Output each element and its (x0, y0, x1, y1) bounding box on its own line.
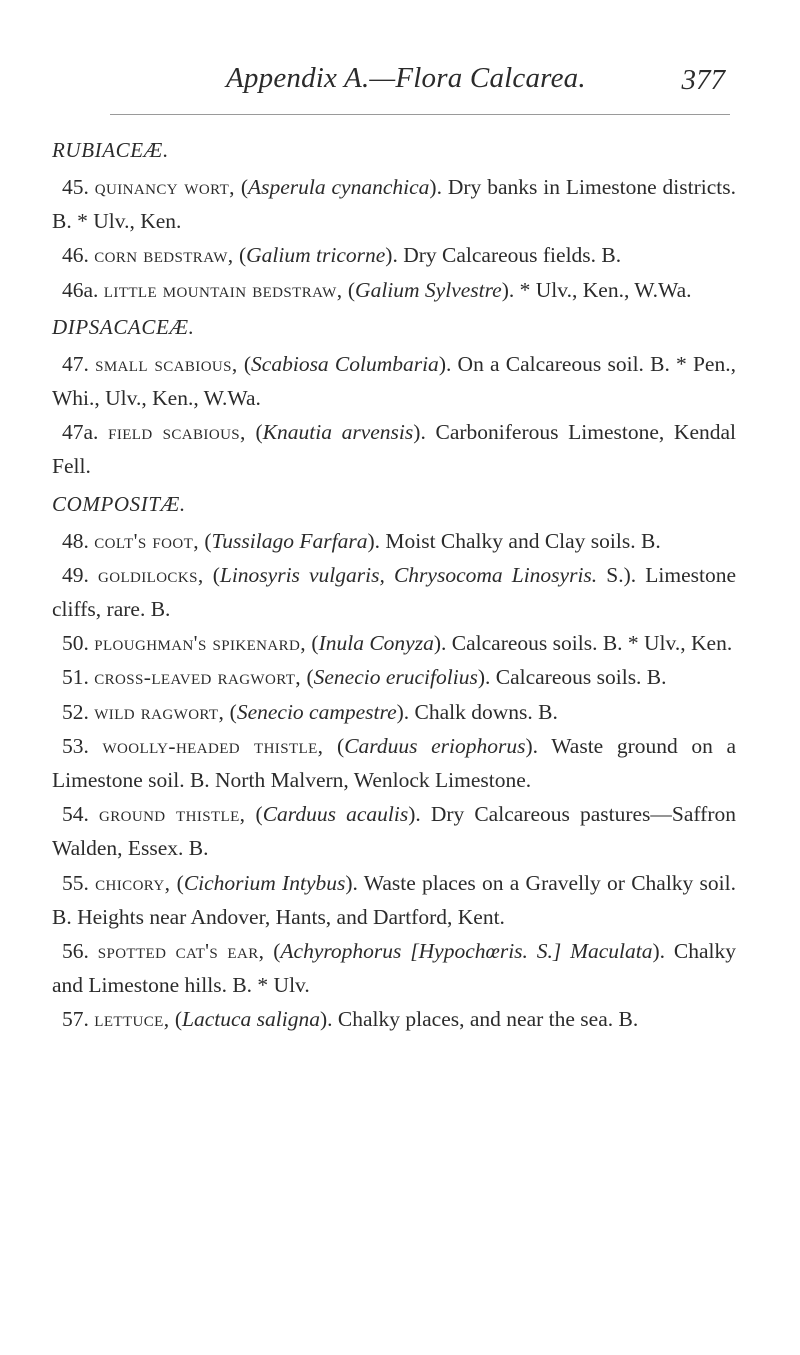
plant-entry (52, 660, 736, 694)
plant-entry (52, 729, 736, 797)
common-name: corn bedstraw, (94, 243, 234, 268)
common-name: spotted cat's ear, (97, 939, 265, 964)
plant-entry (52, 273, 736, 307)
entry-note: ). Chalky and Limestone hills. B. * Ulv. (52, 939, 736, 998)
plant-entry (52, 524, 736, 558)
entry-number: 53. (62, 733, 89, 758)
entry-text-pre: ( (233, 243, 247, 268)
latin-name: Carduus acaulis (262, 802, 409, 827)
entry-text-pre: ( (237, 351, 252, 376)
common-name: colt's foot, (94, 528, 199, 553)
latin-name: Scabiosa Columbaria (251, 351, 439, 376)
entry-text-pre: ( (198, 528, 212, 553)
section-compositae (52, 484, 736, 1037)
entry-number: 56. (62, 939, 89, 964)
entry-number: 51. (62, 665, 89, 690)
latin-name: Carduus eriophorus (344, 733, 526, 758)
latin-name: Inula Conyza (318, 631, 434, 656)
section-dipsacaceae (52, 307, 736, 484)
entry-note: ). Calcareous soils. B. * Ulv., Ken. (433, 631, 733, 656)
page-body (52, 130, 736, 1037)
entry-note: ). Waste places on a Gravelly or Chalky soil. B. Heights near Andover, Hants, and Dartford, Kent. (52, 870, 736, 929)
common-name: woolly-headed thistle, (102, 733, 324, 758)
plant-entry (52, 238, 736, 272)
entry-note: S.). Limestone cliffs, rare. B. (52, 562, 736, 622)
plant-entry (52, 626, 736, 660)
latin-name: Galium Sylvestre (355, 277, 502, 302)
entry-text-pre: ( (306, 631, 319, 656)
entry-text-pre: ( (301, 665, 314, 690)
latin-name: Linosyris vulgaris, Chrysocoma Linosyris. (219, 562, 598, 587)
entry-note: ). Carboniferous Limestone, Kendal Fell. (52, 420, 737, 479)
plant-entry (52, 1002, 736, 1036)
entry-text-pre: ( (170, 870, 184, 895)
entry-note: ). Dry Calcareous fields. B. (385, 243, 622, 268)
entry-text-pre: ( (245, 802, 263, 827)
entry-number: 45. (62, 175, 89, 199)
entry-text-pre: ( (224, 699, 237, 724)
section-rubiaceae (52, 130, 736, 307)
entry-note: ). Calcareous soils. B. (477, 665, 667, 690)
entry-text-pre: ( (169, 1007, 183, 1032)
entry-number: 52. (62, 699, 89, 724)
entry-text-pre: ( (264, 939, 281, 964)
entry-number: 49. (62, 562, 89, 587)
plant-entry (52, 866, 736, 934)
entry-number: 50. (62, 631, 89, 656)
plant-entry (52, 695, 736, 729)
common-name: small scabious, (95, 351, 238, 376)
common-name: field scabious, (108, 420, 246, 445)
entry-note: ). Moist Chalky and Clay soils. B. (367, 528, 661, 553)
common-name: wild ragwort, (94, 699, 225, 724)
entry-note: ). Dry banks in Limestone districts. B. * Ulv., Ken. (52, 175, 736, 234)
entry-note: ). Waste ground on a Limestone soil. B. North Malvern, Wenlock Limestone. (52, 733, 736, 793)
plant-entry (52, 347, 736, 415)
entry-note: ). Dry Calcareous pastures—Saffron Walden, Essex. B. (52, 802, 736, 861)
entry-number: 48. (62, 528, 89, 553)
entry-number: 57. (62, 1007, 89, 1032)
entry-note: ). * Ulv., Ken., W.Wa. (501, 277, 692, 302)
entry-number: 55. (62, 870, 89, 895)
section-title: COMPOSITÆ. (52, 491, 186, 516)
latin-name: Knautia arvensis (262, 420, 414, 445)
entry-number: 47a. (62, 420, 99, 445)
entry-text-pre: ( (323, 733, 345, 758)
latin-name: Cichorium Intybus (183, 870, 346, 895)
plant-entry (52, 415, 736, 483)
latin-name: Asperula cynanchica (247, 175, 430, 199)
plant-entry (52, 170, 736, 238)
entry-text-pre: ( (234, 175, 248, 199)
entry-text-pre: ( (203, 562, 220, 587)
latin-name: Galium tricorne (246, 243, 386, 268)
entry-note: ). On a Calcareous soil. B. * Pen., Whi., Ulv., Ken., W.Wa. (52, 351, 736, 411)
running-title: Appendix A.—Flora Calcarea. (226, 62, 586, 94)
plant-entry (52, 797, 736, 865)
entry-note: ). Chalky places, and near the sea. B. (320, 1007, 639, 1032)
latin-name: Senecio campestre (236, 699, 397, 724)
common-name: lettuce, (94, 1007, 170, 1032)
latin-name: Achyrophorus [Hypochœris. S.] Maculata (280, 939, 653, 964)
section-title: RUBIACEÆ. (52, 138, 169, 162)
common-name: little mountain bedstraw, (103, 277, 343, 302)
page-number: 377 (681, 64, 725, 96)
latin-name: Senecio erucifolius (313, 665, 478, 690)
latin-name: Lactuca saligna (182, 1007, 320, 1032)
header-rule (110, 114, 730, 115)
common-name: chicory, (95, 870, 171, 895)
entry-number: 47. (62, 351, 89, 376)
entry-number: 54. (62, 802, 89, 827)
plant-entry (52, 558, 736, 626)
plant-entry (52, 934, 736, 1002)
common-name: goldilocks, (97, 562, 204, 587)
latin-name: Tussilago Farfara (211, 528, 368, 553)
entry-text-pre: ( (342, 277, 356, 302)
common-name: ploughman's spikenard, (94, 631, 307, 656)
common-name: ground thistle, (98, 802, 246, 827)
section-title: DIPSACACEÆ. (52, 314, 195, 339)
common-name: quinancy wort, (94, 175, 235, 199)
entry-number: 46a. (62, 277, 99, 302)
page-header (110, 62, 730, 122)
entry-number: 46. (62, 243, 89, 268)
entry-text-pre: ( (245, 420, 263, 445)
common-name: cross-leaved ragwort, (94, 665, 302, 690)
entry-note: ). Chalk downs. B. (396, 699, 558, 724)
